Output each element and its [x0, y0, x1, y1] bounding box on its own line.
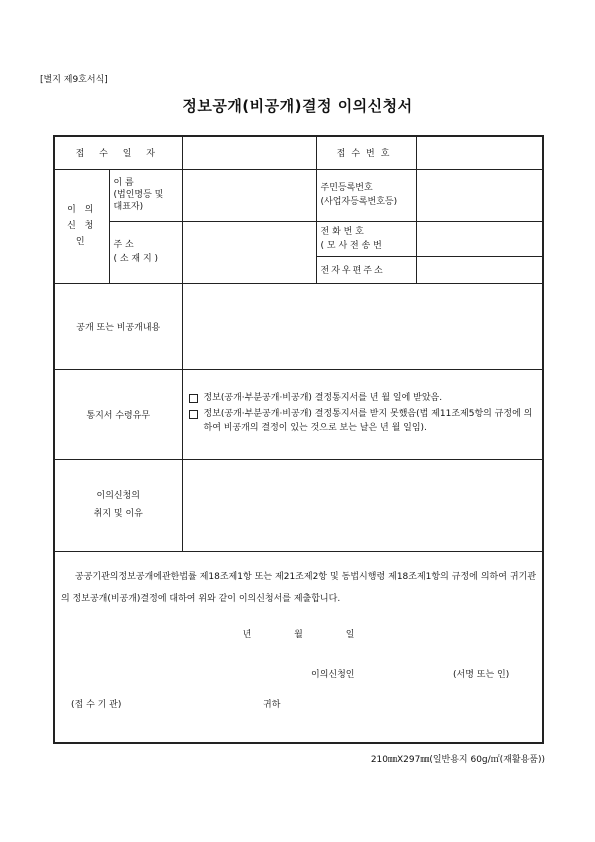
checkbox-icon[interactable] — [189, 394, 198, 403]
resident-number-label: 주민등록번호 (사업자등록번호등) — [316, 169, 416, 221]
receiving-row — [61, 694, 536, 714]
reason-label: 이의신청의 취지 및 이유 — [54, 459, 182, 551]
notice-option-received[interactable]: 정보(공개·부분공개·비공개) 결정통지서를 년 월 일에 받았음. — [187, 391, 539, 405]
address-label: 주 소 ( 소 재 지 ) — [109, 221, 182, 283]
notice-receipt-label: 통지서 수령유무 — [54, 369, 182, 459]
applicant-sign-label: 이의신청인 — [311, 669, 355, 680]
form-number-label: [별지 제9호서식] — [40, 75, 108, 85]
disclosure-content-field[interactable] — [182, 283, 543, 369]
disclosure-content-label: 공개 또는 비공개내용 — [54, 283, 182, 369]
declaration-section — [54, 551, 543, 743]
receiving-agency: (접 수 기 관) — [71, 699, 122, 710]
declaration-text: 공공기관의정보공개에관한법률 제18조제1항 또는 제21조제2항 및 동법시행령 제18조제1항의 규정에 의하여 귀기관의 정보공개(비공개)결정에 대하여 위와 같이 이의신청서를 제출합니다. — [61, 571, 537, 604]
resident-number-field[interactable] — [416, 169, 543, 221]
notice-options — [182, 369, 543, 459]
page-title: 정보공개(비공개)결정 이의신청서 — [182, 97, 413, 115]
address-field[interactable] — [182, 221, 316, 283]
notice-option-not-received[interactable]: 정보(공개·부분공개·비공개) 결정통지서를 받지 못했음(법 제11조제5항의 규정에 의하여 비공개의 결정이 있는 것으로 보는 날은 년 월 일임). — [187, 407, 539, 435]
phone-label: 전 화 번 호 ( 모 사 전 송 번 — [316, 221, 416, 256]
email-label: 전자우편주소 — [316, 256, 416, 283]
reason-field[interactable] — [182, 459, 543, 551]
date-line: 년 월 일 — [242, 629, 355, 640]
receipt-number-field[interactable] — [416, 136, 543, 169]
phone-field[interactable] — [416, 221, 543, 256]
signature-row — [61, 664, 536, 684]
name-label: 이 름 (법인명등 및 대표자) — [109, 169, 182, 221]
checkbox-icon[interactable] — [189, 410, 198, 419]
name-field[interactable] — [182, 169, 316, 221]
paper-spec: 210㎜X297㎜(일반용지 60g/㎡(재활용품)) — [370, 755, 545, 765]
applicant-label: 이 의 신 청 인 — [54, 169, 109, 283]
receipt-date-label: 접 수 일 자 — [54, 136, 182, 169]
sign-note: (서명 또는 인) — [453, 669, 510, 680]
addressee: 귀하 — [263, 699, 281, 710]
receipt-date-field[interactable] — [182, 136, 316, 169]
application-form-table — [53, 135, 544, 744]
receipt-number-label: 접수번호 — [316, 136, 416, 169]
email-field[interactable] — [416, 256, 543, 283]
